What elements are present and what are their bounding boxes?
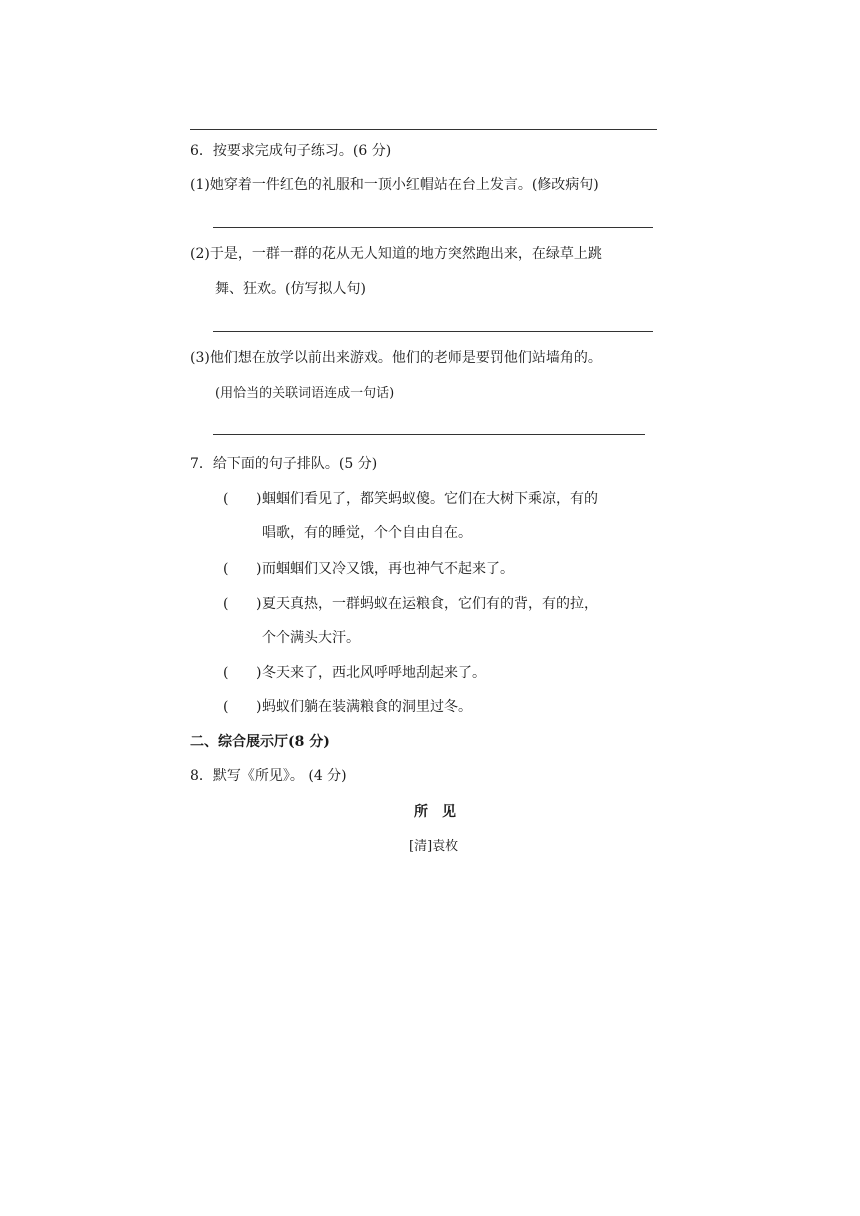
q6-item3-answer-line[interactable] (213, 434, 645, 435)
q7-sentence-4-paren-close: ) (256, 665, 262, 681)
q7-sentence-1-answer-blank[interactable] (230, 490, 256, 508)
q7-sentence-3-line2: 个个满头大汗。 (262, 630, 360, 646)
q7-sentence-2-answer-blank[interactable] (230, 560, 256, 578)
top-divider (190, 129, 657, 130)
q7-sentence-3-answer-blank[interactable] (230, 595, 256, 613)
poem-author: [清]袁枚 (409, 839, 459, 854)
q7-sentence-1-paren-open: ( (223, 491, 229, 507)
q7-sentence-5-line1: 蚂蚁们躺在装满粮食的洞里过冬。 (262, 699, 472, 715)
q6-item2-line1: (2)于是，一群一群的花从无人知道的地方突然跑出来，在绿草上跳 (190, 246, 602, 262)
section2-heading: 二、综合展示厅(8 分) (190, 734, 330, 750)
q7-sentence-2-paren-open: ( (223, 561, 229, 577)
q7-sentence-3-paren-open: ( (223, 596, 229, 612)
q6-item3-line1: (3)他们想在放学以前出来游戏。他们的老师是要罚他们站墙角的。 (190, 350, 602, 366)
q7-sentence-3-paren-close: ) (256, 596, 262, 612)
q7-sentence-3-line1: 夏天真热，一群蚂蚁在运粮食，它们有的背，有的拉， (262, 596, 598, 612)
q7-sentence-4-paren-open: ( (223, 665, 229, 681)
q7-sentence-5-paren-open: ( (223, 699, 229, 715)
poem-title: 所 见 (414, 804, 456, 820)
q6-title: 6．按要求完成句子练习。(6 分) (190, 143, 392, 159)
q7-title: 7．给下面的句子排队。(5 分) (190, 456, 378, 472)
q6-item3-line2: (用恰当的关联词语连成一句话) (215, 386, 395, 401)
q7-sentence-5-paren-close: ) (256, 699, 262, 715)
q8-title: 8．默写《所见》。 (4 分) (190, 768, 347, 784)
q6-item2-line2: 舞、狂欢。(仿写拟人句) (215, 281, 366, 297)
q7-sentence-1-line2: 唱歌，有的睡觉，个个自由自在。 (262, 525, 472, 541)
q7-sentence-1-line1: 蝈蝈们看见了，都笑蚂蚁傻。它们在大树下乘凉，有的 (262, 491, 598, 507)
q7-sentence-4-line1: 冬天来了，西北风呼呼地刮起来了。 (262, 665, 486, 681)
q6-item1: (1)她穿着一件红色的礼服和一顶小红帽站在台上发言。(修改病句) (190, 177, 599, 193)
q7-sentence-4-answer-blank[interactable] (230, 664, 256, 682)
q6-item1-answer-line[interactable] (213, 227, 653, 228)
q7-sentence-1-paren-close: ) (256, 491, 262, 507)
q7-sentence-2-line1: 而蝈蝈们又冷又饿，再也神气不起来了。 (262, 561, 514, 577)
q7-sentence-2-paren-close: ) (256, 561, 262, 577)
q7-sentence-5-answer-blank[interactable] (230, 698, 256, 716)
q6-item2-answer-line[interactable] (213, 331, 653, 332)
